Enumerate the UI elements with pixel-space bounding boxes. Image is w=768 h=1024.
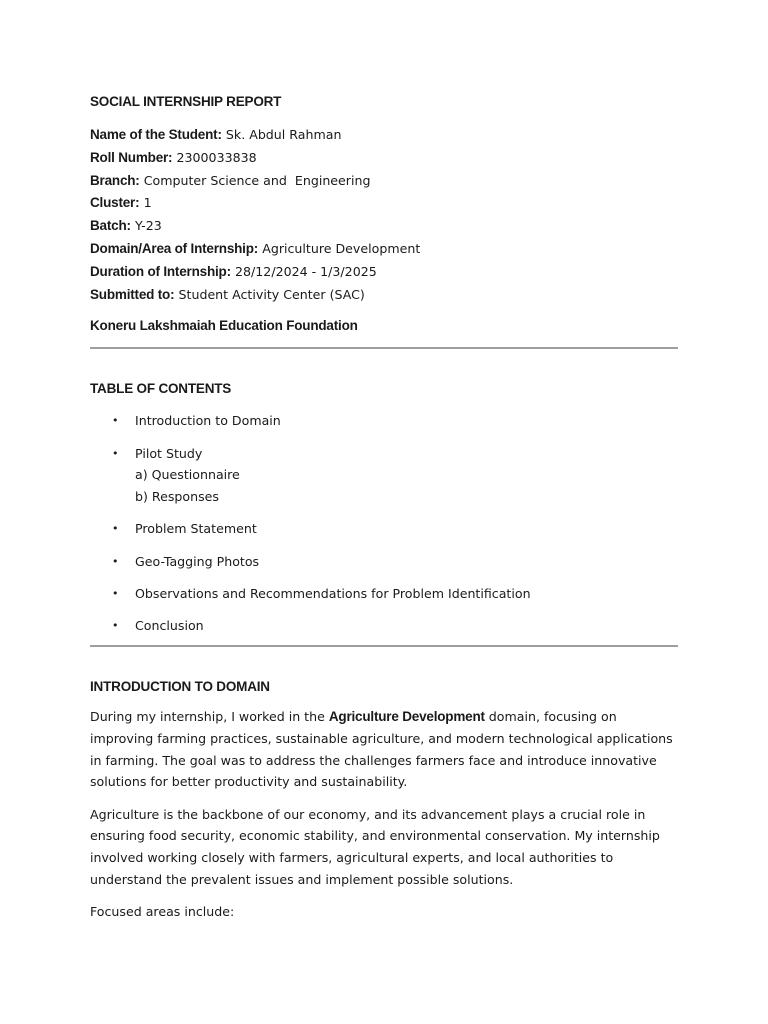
detail-label: Name of the Student: <box>90 127 222 142</box>
bullet-icon: • <box>112 414 119 428</box>
detail-duration <box>90 261 678 284</box>
toc-item-label: Geo-Tagging Photos <box>135 553 260 569</box>
detail-label: Branch: <box>90 172 140 188</box>
toc-item-geo-tagging <box>90 551 678 573</box>
section-divider <box>90 645 678 647</box>
toc-item-label: Problem Statement <box>135 521 257 537</box>
detail-value: Computer Science and Engineering <box>143 172 371 188</box>
detail-value: Agriculture Development <box>262 240 421 256</box>
bullet-icon: • <box>112 554 119 568</box>
intro-text: During my internship, I worked in the <box>90 709 329 725</box>
detail-value: Student Activity Center (SAC) <box>178 286 365 302</box>
toc-item-label: Pilot Study <box>135 445 203 461</box>
detail-label: Batch: <box>90 218 131 234</box>
intro-text: domain, focusing on improving farming practices, sustainable agriculture, and modern technological applications in farming. The goal was to address the challenges farmers face and introduce innovative solutions for better productivity and sustainability. <box>90 709 673 790</box>
detail-domain <box>90 238 678 261</box>
detail-value: 28/12/2024 - 1/3/2025 <box>235 263 377 279</box>
bullet-icon: • <box>112 522 119 536</box>
detail-label: Submitted to: <box>90 286 175 302</box>
toc-item-label: Conclusion <box>135 617 204 633</box>
toc-title: TABLE OF CONTENTS <box>90 381 232 397</box>
toc-subitem-responses: b) Responses <box>135 489 219 505</box>
toc-item-introduction <box>90 410 678 432</box>
toc-item-pilot-study <box>90 443 678 508</box>
detail-submitted-to <box>90 284 678 307</box>
detail-branch <box>90 170 678 193</box>
detail-label: Roll Number: <box>90 149 173 165</box>
intro-paragraph-1 <box>90 706 680 793</box>
detail-value: Sk. Abdul Rahman <box>225 127 342 142</box>
detail-student-name <box>90 124 678 147</box>
toc-item-problem-statement <box>90 518 678 540</box>
toc-item-observations <box>90 583 678 605</box>
bullet-icon: • <box>112 618 119 632</box>
intro-title: INTRODUCTION TO DOMAIN <box>90 679 270 695</box>
table-of-contents <box>90 410 678 636</box>
toc-item-conclusion <box>90 615 678 637</box>
toc-subitem-questionnaire: a) Questionnaire <box>135 467 240 483</box>
intro-domain-highlight: Agriculture Development <box>328 709 485 725</box>
detail-batch <box>90 215 678 238</box>
intro-paragraph-3: Focused areas include: <box>90 904 235 920</box>
bullet-icon: • <box>112 586 119 600</box>
bullet-icon: • <box>112 446 119 460</box>
detail-cluster <box>90 192 678 215</box>
detail-value: 2300033838 <box>176 149 257 165</box>
detail-value: Y-23 <box>134 218 162 234</box>
foundation-name: Koneru Lakshmaiah Education Foundation <box>90 318 358 334</box>
detail-roll-number <box>90 147 678 170</box>
detail-value: 1 <box>143 195 152 211</box>
detail-label: Cluster: <box>90 195 140 211</box>
intro-paragraph-2: Agriculture is the backbone of our economy, and its advancement plays a crucial role in ensuring food security, economic stability, and environmental conservation. My internship involved working closely with farmers, agricultural experts, and local authorities to understand the prevalent issues and implement possible solutions. <box>90 806 660 888</box>
section-divider <box>90 347 678 349</box>
report-title: SOCIAL INTERNSHIP REPORT <box>90 94 282 109</box>
detail-label: Duration of Internship: <box>90 263 231 279</box>
toc-item-label: Introduction to Domain <box>135 413 281 429</box>
detail-label: Domain/Area of Internship: <box>90 240 259 256</box>
student-details <box>90 124 678 306</box>
toc-item-label: Observations and Recommendations for Problem Identification <box>135 585 531 601</box>
